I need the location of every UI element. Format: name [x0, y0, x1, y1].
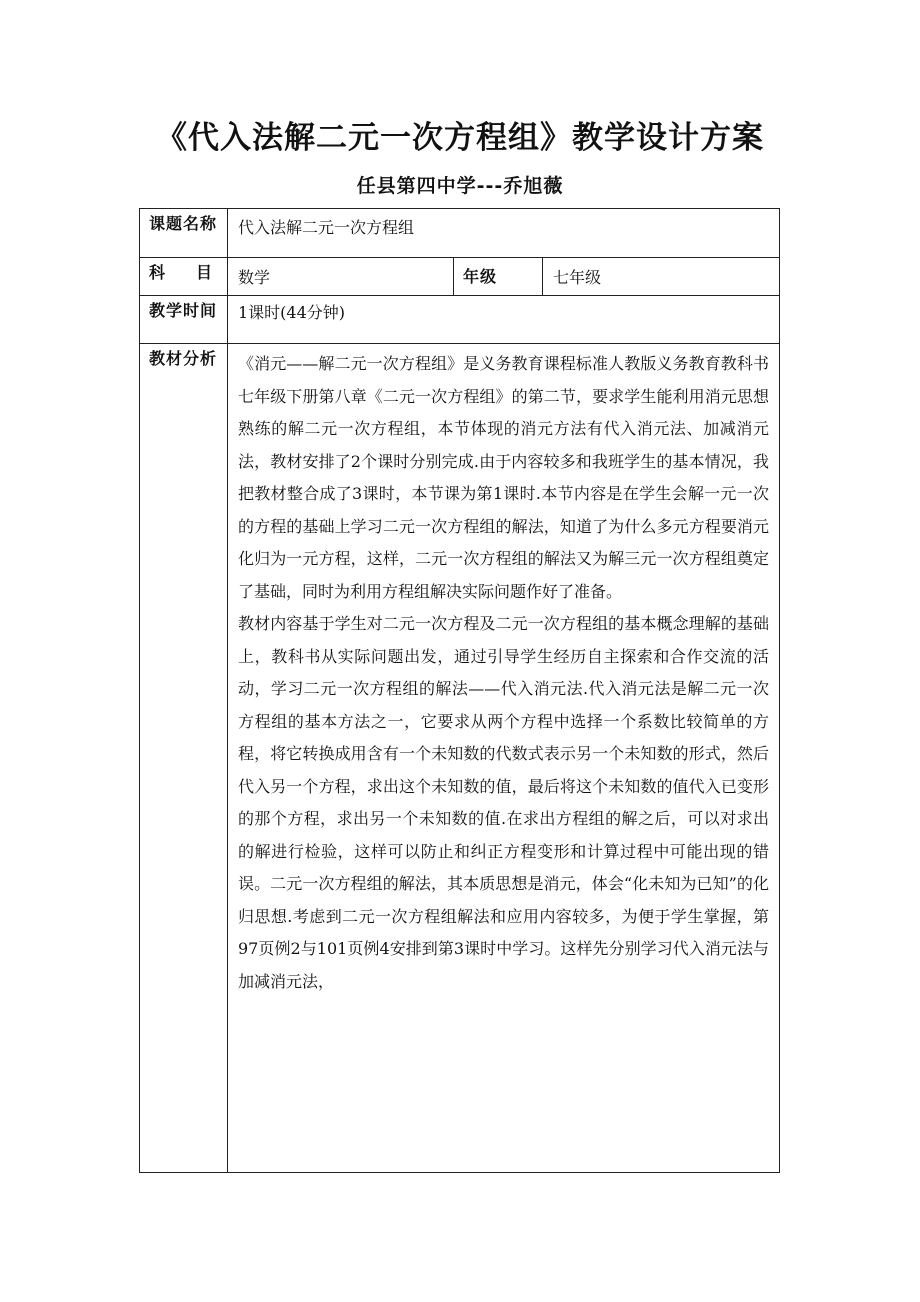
time-label: 教学时间 — [140, 296, 228, 344]
subject-label-char1: 科 — [149, 263, 167, 282]
table-row-time — [140, 296, 780, 344]
analysis-content — [228, 344, 780, 1173]
analysis-label: 教材分析 — [140, 344, 228, 1173]
analysis-paragraph-2: 教材内容基于学生对二元一次方程及二元一次方程组的基本概念理解的基础上，教科书从实际问题出发，通过引导学生经历自主探索和合作交流的活动，学习二元一次方程组的解法——代入消元法.代入消元法是解二元一次方程组的基本方法之一，它要求从两个方程中选择一个系数比较简单的方程，将它转换成用含有一个未知数的代数式表示另一个未知数的形式，然后代入另一个方程，求出这个未知数的值，最后将这个未知数的值代入已变形的那个方程，求出另一个未知数的值.在求出方程组的解之后，可以对求出的解进行检验，这样可以防止和纠正方程变形和计算过程中可能出现的错误。二元一次方程组的解法，其本质思想是消元，体会“化未知为已知”的化归思想.考虑到二元一次方程组解法和应用内容较多，为便于学生掌握，第97页例2与101页例4安排到第3课时中学习。这样先分别学习代入消元法与加减消元法， — [238, 614, 770, 991]
table-row-subject — [140, 258, 780, 296]
table-row-topic — [140, 209, 780, 258]
lesson-plan-table — [139, 208, 780, 1173]
grade-value: 七年级 — [543, 258, 780, 296]
subject-value: 数学 — [228, 258, 454, 296]
topic-value: 代入法解二元一次方程组 — [228, 209, 780, 258]
document-author: 任县第四中学---乔旭薇 — [356, 175, 564, 197]
time-value: 1课时(44分钟) — [228, 296, 780, 344]
analysis-paragraph-1: 《消元——解二元一次方程组》是义务教育课程标准人教版义务教育教科书七年级下册第八章《二元一次方程组》的第二节，要求学生能利用消元思想熟练的解二元一次方程组，本节体现的消元方法有代入消元法、加减消元法，教材安排了2个课时分别完成.由于内容较多和我班学生的基本情况，我把教材整合成了3课时，本节课为第1课时.本节内容是在学生会解一元一次的方程的基础上学习二元一次方程组的解法，知道了为什么多元方程要消元化归为一元方程，这样，二元一次方程组的解法又为解三元一次方程组奠定了基础，同时为利用方程组解决实际问题作好了准备。 — [238, 354, 770, 601]
topic-label: 课题名称 — [140, 209, 228, 258]
document-title: 《代入法解二元一次方程组》教学设计方案 — [156, 120, 764, 156]
table-row-analysis — [140, 344, 780, 1173]
subject-label-char2: 目 — [195, 263, 213, 282]
subject-label — [140, 258, 228, 296]
grade-label: 年级 — [454, 258, 543, 296]
